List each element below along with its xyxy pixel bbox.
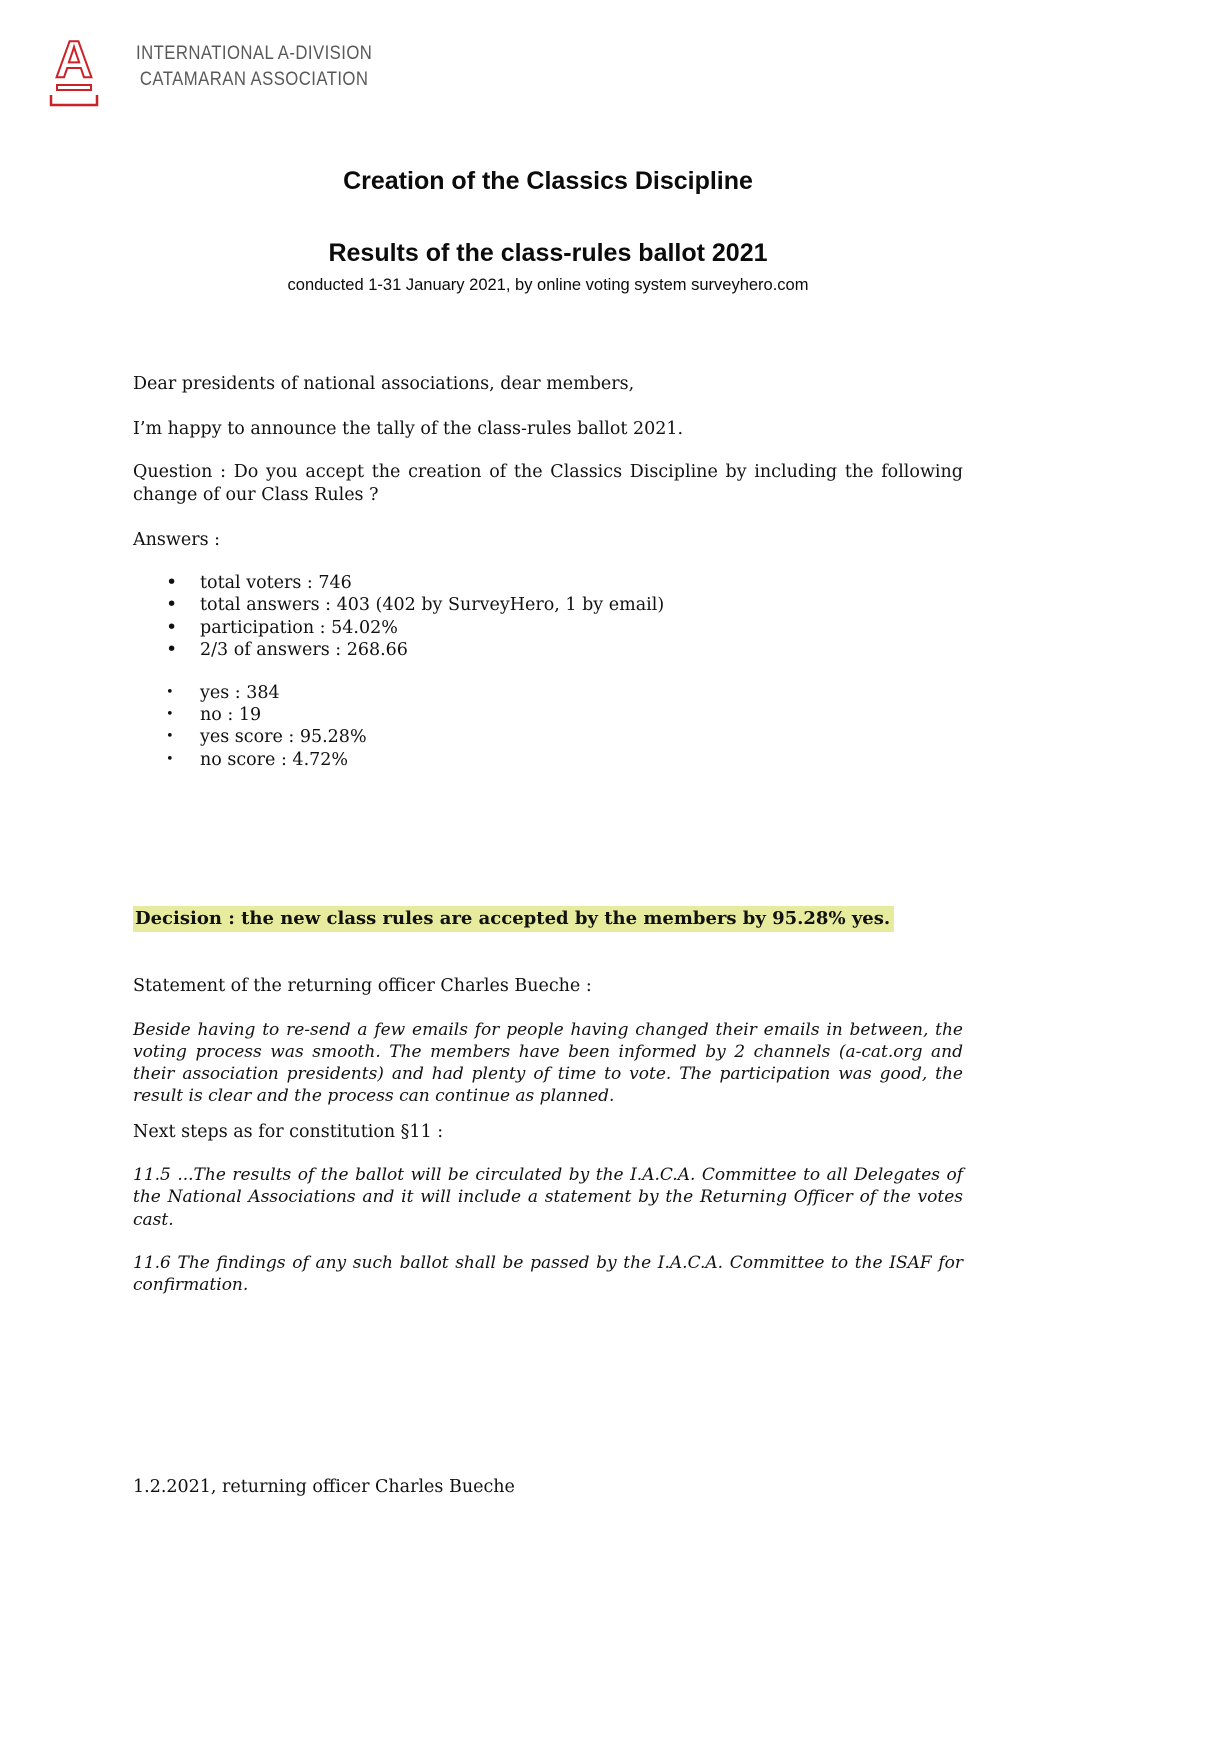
org-name-line2: CATAMARAN ASSOCIATION [139,68,369,90]
answers-label: Answers : [133,530,221,551]
list-item: • 2/3 of answers : 268.66 [133,639,963,661]
announce-paragraph: I’m happy to announce the tally of the class-rules ballot 2021. [133,419,684,440]
svg-text:A: A [55,33,93,89]
signature-line: 1.2.2021, returning officer Charles Bueche [133,1476,515,1497]
list-item: • yes : 384 [133,682,963,704]
page-title: Creation of the Classics Discipline [343,167,753,195]
salutation-paragraph: Dear presidents of national associations, dear members, [133,373,635,394]
answers-list-secondary [133,682,963,772]
list-item: • total voters : 746 [133,572,963,594]
list-item: • no : 19 [133,704,963,726]
decision-paragraph [133,907,963,931]
header [48,33,405,109]
iaca-logo-icon [48,33,100,109]
list-item: • participation : 54.02% [133,617,963,639]
list-item: • yes score : 95.28% [133,726,963,748]
statement-paragraph: Beside having to re-send a few emails for people having changed their emails in between, the voting process was smooth. The members have been informed by 2 channels (a-cat.org and their association presidents) and had plenty of time to vote. The participation was good, the result is clear and the process can continue as planned. [133,1019,963,1106]
document-content [133,0,963,1498]
conducted-line: conducted 1-31 January 2021, by online voting system surveyhero.com [287,276,809,294]
org-name-line1: INTERNATIONAL A-DIVISION [136,43,373,64]
page-subtitle: Results of the class-rules ballot 2021 [328,239,768,267]
statement-label: Statement of the returning officer Charles Bueche : [133,976,592,997]
list-item: • total answers : 403 (402 by SurveyHero, 1 by email) [133,594,963,616]
list-item: • no score : 4.72% [133,749,963,771]
clause-11-5: 11.5 ...The results of the ballot will be circulated by the I.A.C.A. Committee to all Delegates of the National Associations and it will include a statement by the Returning Officer of the votes cast. [133,1165,963,1230]
clause-11-6: 11.6 The findings of any such ballot shall be passed by the I.A.C.A. Committee to the ISAF for confirmation. [133,1252,963,1295]
question-paragraph: Question : Do you accept the creation of the Classics Discipline by including the following change of our Class Rules ? [133,462,963,505]
next-steps-label: Next steps as for constitution §11 : [133,1121,444,1142]
answers-list-primary [133,572,963,662]
decision-highlight: Decision : the new class rules are accepted by the members by 95.28% yes. [133,906,894,932]
org-name [136,41,372,92]
